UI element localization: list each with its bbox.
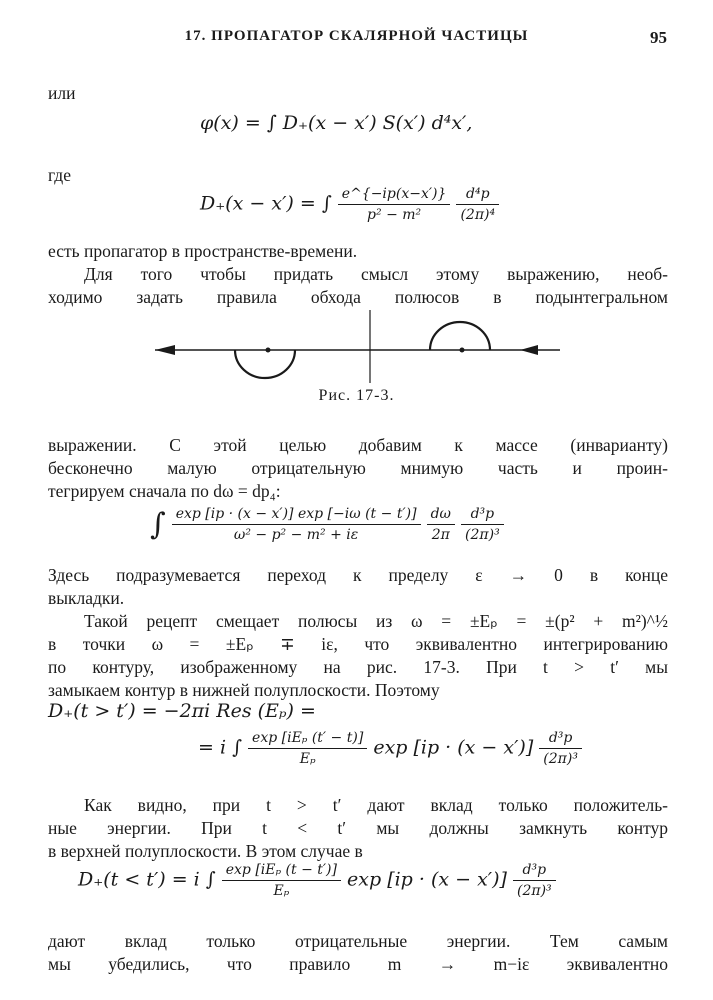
contour-arrow-icon (520, 345, 538, 355)
left-arrow-icon (155, 345, 175, 355)
running-header (0, 28, 713, 52)
paragraph-propagator: есть пропагатор в пространстве-времени. Для того чтобы придать смысл этому выражению, необ- ходимо задать правила обхода полюсов в подынтегральном (48, 241, 668, 307)
paragraph-limit: Здесь подразумевается переход к пределу ε → 0 в конце выкладки. Такой рецепт смещает полюсы из ω = ±Eₚ = ±(p² + m²)^½ в точки ω = ±Eₚ ∓ iε, что эквивалентно интегрированию по контуру, изображенному на рис. 17-3. При t > t′ мы замыкаем контур в нижней полуплоскости. Поэтому (48, 565, 668, 700)
contour-figure (150, 305, 570, 385)
equation-phi: φ(x) = ∫ D₊(x − x′) S(x′) d⁴x′, (200, 112, 473, 134)
equation-integral: ∫ $\frac{\exp [ip \cdot (x - x')] \exp [-i\omega (t - t')]}{\text{ω² − p² − m² + iε}}$ $\frac{d\omega}{2\pi}$ $\frac{\text{d³p}}{\text{(2π)³}}$ (150, 506, 504, 543)
pole-left (266, 348, 271, 353)
figure-caption: Рис. 17-3. (318, 387, 395, 404)
upper-semicircle (430, 322, 490, 350)
pole-right (460, 348, 465, 353)
paragraph-mass: выражении. С этой целью добавим к массе (инварианту) бесконечно малую отрицательную мнимую часть и проин- тегрируем сначала по dω = dp₄: (48, 435, 668, 501)
lower-semicircle (235, 350, 295, 378)
fraction-d4p: $\frac{\text{d⁴p}}{\text{(2π)⁴}}$ (456, 186, 499, 223)
text-ili: или (48, 83, 76, 103)
equation-res: D₊(t > t′) = −2πi Res (Eₚ) = (48, 700, 316, 722)
equation-positive: = i ∫ $\frac{\text{exp [iEₚ (t′ − t)]}}{\text{Eₚ}}$ exp [ip · (x − x′)] $\frac{\text{d³p}}{\text{(2π)³}}$ (198, 730, 582, 767)
paragraph-positive: Как видно, при t > t′ дают вклад только положитель- ные энергии. При t < t′ мы должны замкнуть контур в верхней полуплоскости. В этом случае в (48, 795, 668, 861)
text-gde: где (48, 165, 71, 185)
equation-propagator: D₊(x − x′) = ∫ $\frac{e\^{}\{-ip(x-x')\}}{\text{p² − m²}}$ $\frac{\text{d⁴p}}{\text{(2π)⁴}}$ (200, 186, 499, 223)
equation-negative: D₊(t < t′) = i ∫ $\frac{\text{exp [iEₚ (t − t′)]}}{\text{Eₚ}}$ exp [ip · (x − x′)] $\frac{\text{d³p}}{\text{(2π)³}}$ (78, 862, 556, 899)
paragraph-negative: дают вклад только отрицательные энергии. Тем самым мы убедились, что правило m → m−iε эквивалентно (48, 931, 668, 974)
page-number: 95 (650, 28, 667, 47)
chapter-title: 17. ПРОПАГАТОР СКАЛЯРНОЙ ЧАСТИЦЫ (184, 28, 529, 44)
fraction-exp-over-p2: $\frac{e\^{}\{-ip(x-x')\}}{\text{p² − m²}}$ (338, 186, 451, 223)
